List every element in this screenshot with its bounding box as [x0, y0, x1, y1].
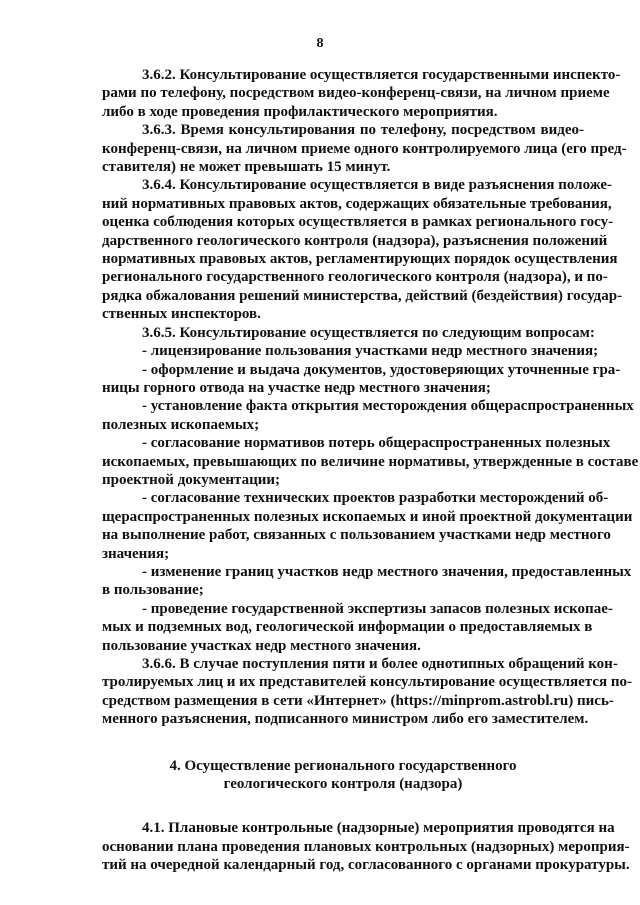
text-line: пользование участках недр местного значения. [102, 637, 421, 654]
list-item [102, 361, 621, 398]
list-item [102, 434, 639, 489]
text-line: - согласование технических проектов разработки месторождений об- [142, 490, 609, 507]
text-line: рядка обжалования решений министерства, действий (бездействия) государ- [102, 287, 623, 304]
text-line: - проведение государственной экспертизы запасов полезных ископае- [142, 600, 613, 617]
text-line: 4.1. Плановые контрольные (надзорные) мероприятия проводятся на [142, 820, 615, 837]
text-line: ственных инспекторов. [102, 306, 261, 323]
text-line: менного разъяснения, подписанного министром либо его заместителем. [102, 711, 589, 728]
text-line: проектной документации; [102, 471, 281, 488]
paragraph-4-1 [102, 819, 630, 874]
list-item [102, 397, 634, 434]
text-line: 3.6.4. Консультирование осуществляется в виде разъяснения положе- [142, 177, 613, 194]
text-line: 3.6.2. Консультирование осуществляется государственными инспекто- [142, 67, 621, 83]
text-line: - оформление и выдача документов, удостоверяющих уточненные гра- [142, 361, 621, 378]
text-line: - изменение границ участков недр местного значения, предоставленных [142, 563, 632, 580]
list-item [102, 342, 599, 360]
text-line: дарственного геологического контроля (надзора), разъяснения положений [102, 232, 608, 249]
section-heading-line: геологического контроля (надзора) [223, 776, 463, 793]
list-item [102, 489, 633, 563]
page-number: 8 [316, 36, 324, 51]
text-line: либо в ходе проведения профилактического мероприятия. [102, 103, 498, 120]
text-line: - установление факта открытия месторождения общераспространенных [142, 398, 634, 415]
text-line: оценка соблюдения которых осуществляется в рамках регионального госу- [102, 214, 614, 231]
text-line: ставителя) не может превышать 15 минут. [102, 159, 391, 176]
section-heading [102, 757, 584, 794]
text-line: тролируемых лиц и их представителей консультирование осуществляется по- [102, 674, 633, 691]
paragraph-3-6-2 [102, 66, 621, 121]
text-line: - лицензирование пользования участками недр местного значения; [142, 343, 599, 360]
text-line: конференц-связи, на личном приеме одного контролируемого лица (его пред- [102, 140, 627, 157]
text-line: регионального государственного геологического контроля (надзора), и по- [102, 269, 608, 286]
text-line: рами по телефону, посредством видео-конференц-связи, на личном приеме [102, 85, 610, 102]
list-item [102, 563, 632, 600]
document-body [102, 66, 639, 875]
text-line: 3.6.5. Консультирование осуществляется по следующим вопросам: [142, 324, 595, 341]
text-line: средством размещения в сети «Интернет» (https://minprom.astrobl.ru) пись- [102, 692, 614, 709]
text-line: 3.6.3. Время консультирования по телефону, посредством видео- [142, 122, 584, 139]
text-line: щераспространенных полезных ископаемых и иной проектной документации [102, 508, 633, 525]
text-line: мых и подземных вод, геологической информации о предоставляемых в [102, 619, 593, 636]
text-line: ископаемых, превышающих по величине нормативы, утвержденные в составе [102, 453, 639, 470]
text-line: значения; [102, 545, 170, 562]
text-line: основании плана проведения плановых контрольных (надзорных) мероприя- [102, 838, 630, 855]
text-line: ний нормативных правовых актов, содержащих обязательные требования, [102, 195, 612, 212]
paragraph-3-6-3 [102, 121, 627, 176]
text-line: тий на очередной календарный год, согласованного с органами прокуратуры. [102, 857, 630, 874]
paragraph-3-6-6 [102, 655, 633, 729]
section-heading-line: 4. Осуществление регионального государственного [169, 757, 517, 774]
text-line: полезных ископаемых; [102, 416, 260, 433]
paragraph-3-6-4 [102, 176, 623, 323]
list-item [102, 600, 613, 655]
text-line: ницы горного отвода на участке недр местного значения; [102, 379, 491, 396]
text-line: нормативных правовых актов, регламентирующих порядок осуществления [102, 251, 618, 268]
paragraph-3-6-5 [102, 324, 595, 342]
text-line: на выполнение работ, связанных с пользованием участками недр местного [102, 527, 611, 544]
text-line: - согласование нормативов потерь общераспространенных полезных [142, 435, 611, 452]
text-line: 3.6.6. В случае поступления пяти и более однотипных обращений кон- [142, 656, 618, 672]
text-line: в пользование; [102, 582, 204, 599]
